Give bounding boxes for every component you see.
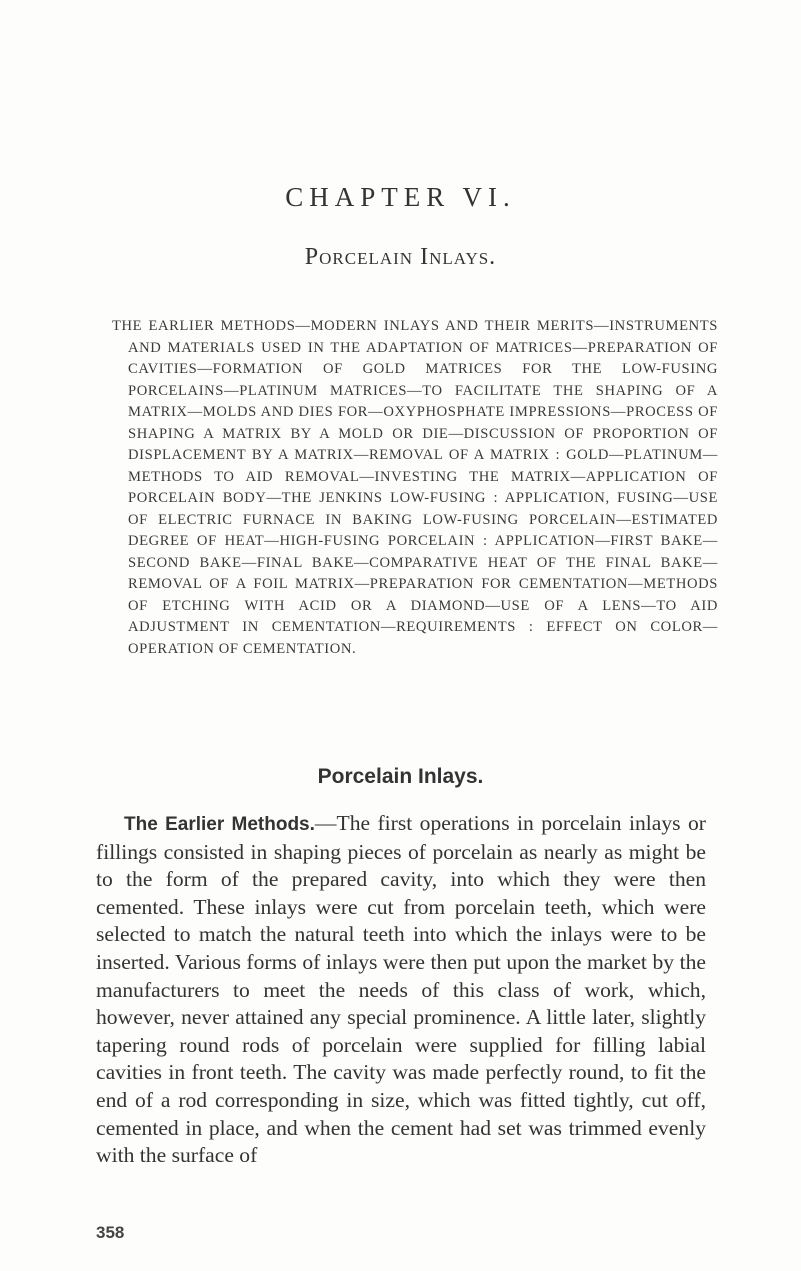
paragraph-text: —The first operations in porcelain inlays or fillings consisted in shaping pieces of porcelain as nearly as might be to the form of the prepared cavity, into which they were then cemented. These inlays were cut from porcelain teeth, which were selected to match the natural teeth into which the inlays were to be inserted. Various forms of inlays were then put upon the market by the manufacturers to meet the needs of this class of work, which, however, never attained any special prominence. A little later, slightly tapering round rods of porcelain were supplied for filling labial cavities in front teeth. The cavity was made perfectly round, to fit the end of a rod corresponding in size, which was fitted tightly, cut off, cemented in place, and when the cement had set was trimmed evenly with the surface of	[96, 811, 706, 1168]
run-in-heading: The Earlier Methods.	[124, 814, 315, 835]
body-paragraph	[96, 810, 706, 1170]
chapter-title: Porcelain Inlays.	[304, 244, 497, 270]
page-number: 358	[96, 1223, 125, 1242]
section-heading: Porcelain Inlays.	[317, 765, 484, 788]
chapter-heading: CHAPTER VI.	[285, 182, 516, 212]
chapter-synopsis: THE EARLIER METHODS—MODERN INLAYS AND THEIR MERITS—INSTRUMENTS AND MATERIALS USED IN THE ADAPTATION OF MATRICES—PREPARATION OF CAVITIES—FORMATION OF GOLD MATRICES FOR THE LOW-FUSING PORCELAINS—PLATINUM MATRICES—TO FACILITATE THE SHAPING OF A MATRIX—MOLDS AND DIES FOR—OXYPHOSPHATE IMPRESSIONS—PROCESS OF SHAPING A MATRIX BY A MOLD OR DIE—DISCUSSION OF PROPORTION OF DISPLACEMENT BY A MATRIX—REMOVAL OF A MATRIX : GOLD—PLATINUM—METHODS TO AID REMOVAL—INVESTING THE MATRIX—APPLICATION OF PORCELAIN BODY—THE JENKINS LOW-FUSING : APPLICATION, FUSING—USE OF ELECTRIC FURNACE IN BAKING LOW-FUSING PORCELAIN—ESTIMATED DEGREE OF HEAT—HIGH-FUSING PORCELAIN : APPLICATION—FIRST BAKE—SECOND BAKE—FINAL BAKE—COMPARATIVE HEAT OF THE FINAL BAKE—REMOVAL OF A FOIL MATRIX—PREPARATION FOR CEMENTATION—METHODS OF ETCHING WITH ACID OR A DIAMOND—USE OF A LENS—TO AID ADJUSTMENT IN CEMENTATION—REQUIREMENTS : EFFECT ON COLOR—OPERATION OF CEMENTATION.	[112, 318, 718, 657]
